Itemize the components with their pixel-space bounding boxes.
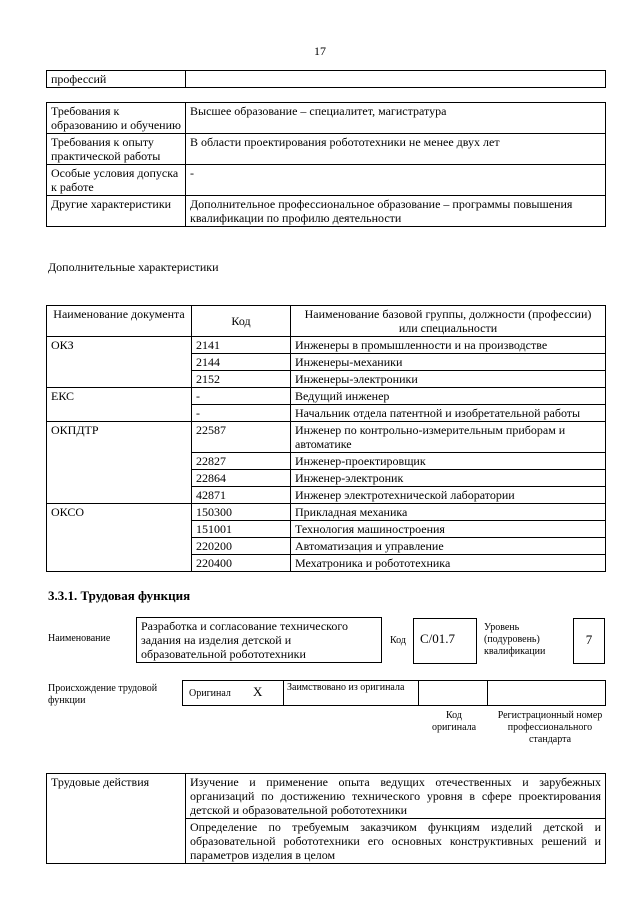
code-cell: 150300	[192, 504, 291, 521]
original-label: Оригинал	[189, 688, 231, 699]
page-number: 17	[314, 44, 326, 58]
original-mark: X	[253, 684, 263, 699]
additional-title: Дополнительные характеристики	[48, 260, 219, 274]
function-name-label: Наименование	[48, 633, 111, 644]
function-name-box	[136, 617, 382, 663]
occupation-cell: Прикладная механика	[291, 504, 606, 521]
occupation-cell: Начальник отдела патентной и изобретательной работы	[291, 405, 606, 422]
req-label: Особые условия допуска к работе	[47, 165, 186, 196]
table-row	[47, 337, 606, 354]
occupation-cell: Автоматизация и управление	[291, 538, 606, 555]
code-caption: Код оригинала	[431, 710, 477, 733]
code-cell: 220400	[192, 555, 291, 572]
table-row	[47, 103, 606, 134]
code-box	[413, 618, 477, 664]
occupation-cell: Инженер-проектировщик	[291, 453, 606, 470]
action-item: Изучение и применение опыта ведущих отечественных и зарубежных организаций по достижению технического уровня в сфере проектирования детской и образовательной робототехники	[186, 774, 606, 819]
action-item: Определение по требуемым заказчиком функциям изделий детской и образовательной робототехники его основных конструктивных решений и параметров изделия в целом	[186, 819, 606, 864]
doc-name-cell: ОКЗ	[47, 337, 192, 388]
borrowed-cell	[283, 681, 419, 705]
header-name: Наименование базовой группы, должности (профессии) или специальности	[291, 306, 606, 337]
table-row	[47, 774, 606, 819]
table-row	[47, 422, 606, 453]
code-cell: -	[192, 405, 291, 422]
origin-box	[182, 680, 606, 706]
header-doc: Наименование документа	[47, 306, 192, 337]
code-cell: 2152	[192, 371, 291, 388]
req-value: Высшее образование – специалитет, магистратура	[186, 103, 606, 134]
header-code: Код	[192, 306, 291, 337]
table-row	[47, 165, 606, 196]
req-value: -	[186, 165, 606, 196]
actions-label: Трудовые действия	[47, 774, 186, 864]
occupation-cell: Инженер по контрольно-измерительным приборам и автоматике	[291, 422, 606, 453]
occupation-cell: Инженеры в промышленности и на производстве	[291, 337, 606, 354]
req-label: Другие характеристики	[47, 196, 186, 227]
code-cell: -	[192, 388, 291, 405]
req-label: Требования к образованию и обучению	[47, 103, 186, 134]
occupation-cell: Инженеры-электроники	[291, 371, 606, 388]
top-row-table	[46, 70, 606, 88]
table-row	[47, 388, 606, 405]
code-cell: 22827	[192, 453, 291, 470]
table-row	[47, 134, 606, 165]
occupation-cell: Ведущий инженер	[291, 388, 606, 405]
doc-name-cell: ОКСО	[47, 504, 192, 572]
req-value: Дополнительное профессиональное образование – программы повышения квалификации по профилю деятельности	[186, 196, 606, 227]
additional-table-body	[47, 337, 606, 572]
occupation-cell: Технология машиностроения	[291, 521, 606, 538]
code-value: C/01.7	[420, 631, 456, 646]
requirements-table	[46, 102, 606, 227]
doc-name-cell: ЕКС	[47, 388, 192, 422]
section-title: 3.3.1. Трудовая функция	[48, 588, 191, 603]
doc-name-cell: ОКПДТР	[47, 422, 192, 504]
code-cell: 22587	[192, 422, 291, 453]
req-label: Требования к опыту практической работы	[47, 134, 186, 165]
occupation-cell: Инженеры-механики	[291, 354, 606, 371]
code-cell: 22864	[192, 470, 291, 487]
code-cell: 220200	[192, 538, 291, 555]
actions-table	[46, 773, 606, 864]
req-value: В области проектирования робототехники не менее двух лет	[186, 134, 606, 165]
reg-caption: Регистрационный номер профессионального стандарта	[497, 710, 603, 745]
top-row-value	[186, 71, 606, 88]
level-value: 7	[585, 632, 593, 647]
code-cell: 2141	[192, 337, 291, 354]
original-cell	[183, 681, 284, 705]
occupation-cell: Мехатроника и робототехника	[291, 555, 606, 572]
code-cell: 2144	[192, 354, 291, 371]
table-header-row	[47, 306, 606, 337]
table-row	[47, 196, 606, 227]
code-label: Код	[390, 635, 406, 646]
occupation-cell: Инженер электротехнической лаборатории	[291, 487, 606, 504]
code-cell: 42871	[192, 487, 291, 504]
top-row-label: профессий	[47, 71, 186, 88]
origin-label: Происхождение трудовой функции	[48, 683, 158, 706]
function-name-value: Разработка и согласование технического задания на изделия детской и образовательной робототехники	[141, 619, 349, 661]
table-row	[47, 504, 606, 521]
additional-table	[46, 305, 606, 572]
level-box	[573, 618, 605, 664]
level-label: Уровень (подуровень) квалификации	[484, 622, 546, 657]
occupation-cell: Инженер-электроник	[291, 470, 606, 487]
borrowed-label: Заимствовано из оригинала	[287, 682, 405, 693]
code-cell: 151001	[192, 521, 291, 538]
origin-code-cell	[419, 681, 488, 705]
